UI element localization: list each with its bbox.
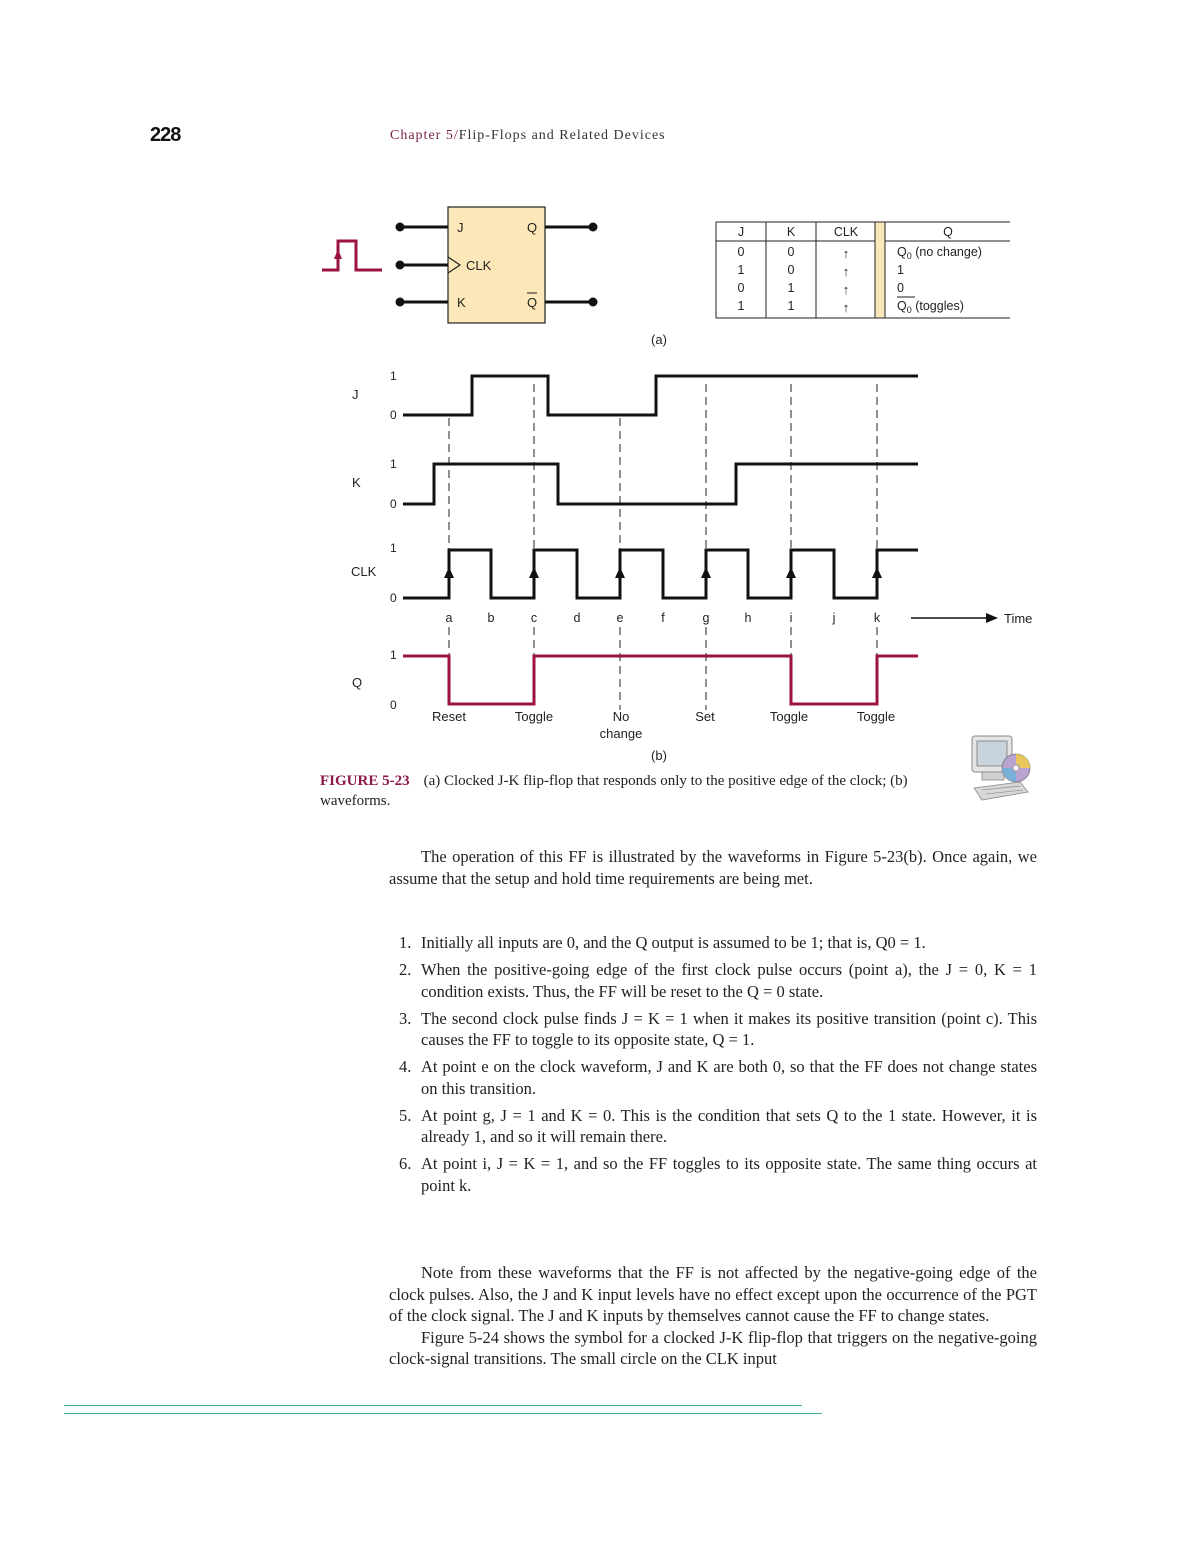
event-label-no-change: No [612, 709, 630, 724]
tt-header-k: K [786, 225, 796, 239]
point-label-c: c [530, 611, 538, 625]
figure-part-a-label: (a) [651, 332, 667, 347]
q-output-terminal [589, 223, 598, 232]
figure-5-23 [0, 0, 1200, 770]
tt-q-note: (no change) [911, 245, 982, 259]
list-item [389, 1153, 1037, 1196]
tt-cell: 1 [737, 299, 745, 313]
event-label-toggle: Toggle [769, 709, 809, 724]
event-label-set: Set [695, 709, 715, 724]
tt-cell-q: 0 [897, 281, 904, 295]
tt-q-subscript: 0 [906, 305, 912, 315]
footer-rule [64, 1413, 822, 1414]
pgt-arrow-icon [786, 567, 796, 578]
tt-cell: ↑ [842, 300, 850, 315]
step-text: At point e on the clock waveform, J and K are both 0, so that the FF does not change states on this transition. [421, 1057, 1037, 1098]
step-number: 5. [399, 1105, 412, 1125]
step-text: When the positive-going edge of the first clock pulse occurs (point a), the J = 0, K = 1 condition exists. Thus, the FF will be reset to the Q = 0 state. [421, 960, 1037, 1001]
ff-symbol [322, 207, 598, 323]
point-label-j: j [832, 611, 836, 625]
list-item [389, 932, 1037, 954]
tt-q-note: (toggles) [911, 299, 964, 313]
clock-pulse-symbol [322, 241, 382, 270]
ff-label-q: Q [527, 220, 538, 235]
tt-cell-q: 1 [897, 263, 904, 277]
tt-header-j: J [737, 225, 745, 239]
tt-cell: ↑ [842, 264, 850, 279]
step-number: 6. [399, 1154, 412, 1173]
tt-cell: 1 [787, 299, 795, 313]
step-number: 2. [399, 960, 412, 979]
point-label-d: d [573, 611, 581, 625]
pgt-arrow-icon [444, 567, 454, 578]
step-text: The second clock pulse finds J = K = 1 when it makes its positive transition (point c). This causes the FF to toggle to its opposite state, Q = 1. [421, 1008, 1037, 1049]
j-waveform [403, 376, 918, 415]
level-label: 1 [390, 457, 397, 471]
j-input-terminal [396, 223, 405, 232]
q-waveform [403, 656, 918, 704]
list-item [389, 1056, 1037, 1099]
computer-cd-icon [968, 732, 1034, 808]
ff-label-qbar: Q [527, 295, 538, 310]
level-label: 1 [390, 369, 397, 383]
list-item [389, 1008, 1037, 1051]
tt-cell: 0 [737, 281, 745, 295]
note-section [389, 1262, 1037, 1370]
tt-q-subscript: 0 [906, 251, 912, 261]
tt-cell: 0 [737, 245, 745, 259]
clock-point-labels [446, 611, 881, 625]
ff-label-j: J [457, 220, 464, 235]
event-label-no-change-2: change [599, 726, 643, 741]
pulse-arrow-icon [334, 249, 342, 259]
point-label-i: i [789, 611, 793, 625]
level-label: 0 [390, 497, 397, 511]
chapter-title: Flip-Flops and Related Devices [458, 128, 666, 143]
step-number: 1. [399, 933, 412, 952]
tt-cell-q [897, 299, 964, 315]
timing-diagram [351, 369, 1032, 741]
tt-cell: 0 [787, 263, 795, 277]
signal-name-clk: CLK [351, 564, 377, 579]
tt-header-q: Q [943, 225, 953, 239]
event-label-toggle: Toggle [856, 709, 896, 724]
tt-cell: ↑ [842, 246, 850, 261]
ff-label-k: K [457, 295, 466, 310]
signal-name-q: Q [352, 675, 363, 690]
step-text: At point i, J = K = 1, and so the FF toggles to its opposite state. The same thing occurs at point k. [421, 1154, 1037, 1195]
tt-header-clk: CLK [833, 225, 859, 239]
tt-cell: ↑ [842, 282, 850, 297]
k-waveform [403, 464, 918, 504]
signal-name-j: J [352, 387, 359, 402]
figure-caption [320, 771, 960, 811]
point-label-b: b [487, 611, 495, 625]
tt-q-symbol: Q [897, 299, 907, 313]
tt-cell: 1 [787, 281, 795, 295]
ff-label-clk: CLK [466, 258, 492, 273]
figure-caption-text: (a) Clocked J-K flip-flop that responds only to the positive edge of the clock; (b) waveforms. [320, 773, 908, 809]
tt-cell: 0 [787, 245, 795, 259]
pgt-arrow-icon [872, 567, 882, 578]
signal-name-k: K [352, 475, 361, 490]
edge-reference-lines [449, 384, 877, 710]
point-label-k: k [873, 611, 881, 625]
point-label-f: f [661, 611, 665, 625]
level-label: 0 [390, 591, 397, 605]
list-item [389, 959, 1037, 1002]
point-label-e: e [616, 611, 624, 625]
steps-list [389, 932, 1037, 1202]
step-number: 3. [399, 1008, 412, 1028]
time-arrow-icon [986, 613, 998, 623]
figure-part-b-label: (b) [651, 748, 667, 763]
truth-table [716, 222, 1010, 318]
point-label-g: g [702, 611, 710, 625]
pgt-arrow-icon [701, 567, 711, 578]
footer-rule [64, 1405, 802, 1406]
next-paragraph: Figure 5-24 shows the symbol for a clocked J-K flip-flop that triggers on the negative-going clock-signal transitions. The small circle on the CLK input [389, 1327, 1037, 1368]
event-label-reset: Reset [432, 709, 466, 724]
pgt-arrow-icon [615, 567, 625, 578]
page-number: 228 [150, 124, 181, 146]
truth-table-separator [875, 222, 885, 318]
pgt-arrow-icon [529, 567, 539, 578]
level-label: 1 [390, 541, 397, 555]
figure-caption-label: FIGURE 5-23 [320, 773, 410, 789]
event-label-toggle: Toggle [514, 709, 554, 724]
level-label: 0 [390, 698, 397, 712]
point-label-a: a [445, 611, 453, 625]
point-label-h: h [744, 611, 752, 625]
time-label: Time [1004, 611, 1033, 626]
tt-q-symbol: Q [897, 245, 907, 259]
level-label: 0 [390, 408, 397, 422]
intro-text: The operation of this FF is illustrated by the waveforms in Figure 5-23(b). Once again, we assume that the setup and hold time requirements are being met. [389, 847, 1037, 888]
clk-waveform [403, 550, 918, 598]
step-text: Initially all inputs are 0, and the Q output is assumed to be 1; that is, Q0 = 1. [421, 933, 926, 952]
note-paragraph: Note from these waveforms that the FF is not affected by the negative-going edge of the clock pulses. Also, the J and K input levels have no effect except upon the occurrence of the PGT of the clock signal. The J and K inputs by themselves cannot cause the FF to change states. [389, 1263, 1037, 1325]
k-input-terminal [396, 298, 405, 307]
tt-cell: 1 [737, 263, 745, 277]
chapter-number: Chapter 5/ [390, 128, 459, 143]
list-item [389, 1105, 1037, 1148]
level-label: 1 [390, 648, 397, 662]
qbar-output-terminal [589, 298, 598, 307]
step-text: At point g, J = 1 and K = 0. This is the condition that sets Q to the 1 state. However, it is already 1, and so it will remain there. [421, 1105, 1037, 1146]
step-number: 4. [399, 1057, 412, 1076]
tt-cell-q [897, 245, 982, 261]
intro-paragraph [389, 846, 1037, 889]
clk-input-terminal [396, 261, 405, 270]
